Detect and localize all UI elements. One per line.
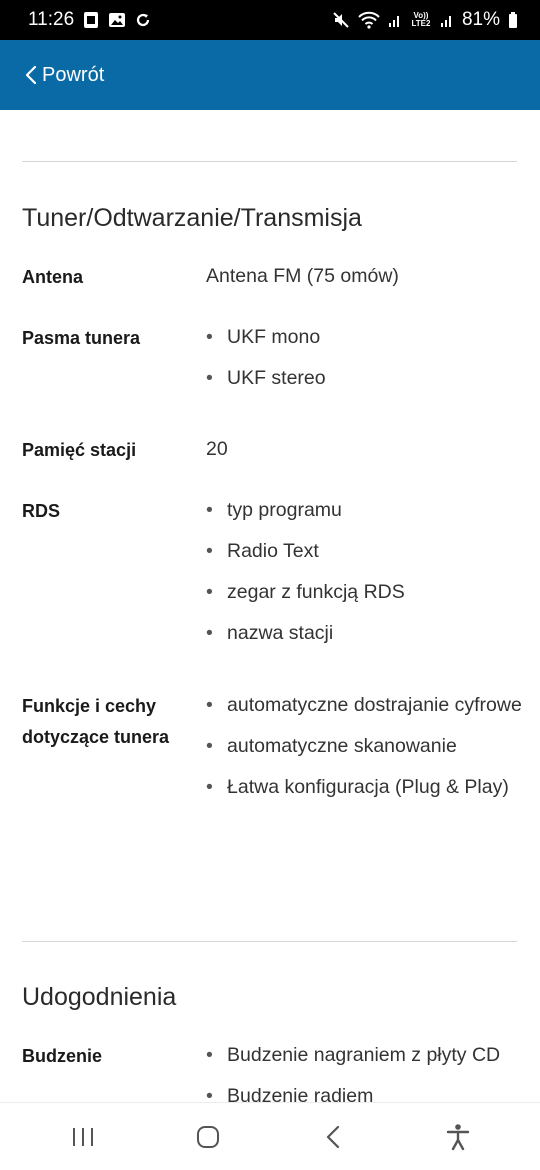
section-divider xyxy=(22,941,517,942)
status-bar xyxy=(0,0,540,40)
notification-app-icon xyxy=(82,11,100,29)
list-item: • UKF mono xyxy=(206,322,526,353)
accessibility-button[interactable] xyxy=(428,1112,488,1162)
nav-back-button[interactable] xyxy=(303,1112,363,1162)
spec-label: Pasma tunera xyxy=(22,328,141,348)
gallery-icon xyxy=(108,11,126,29)
spec-value-list xyxy=(206,690,526,813)
list-item: • automatyczne skanowanie xyxy=(206,731,526,762)
sync-icon xyxy=(134,11,152,29)
battery-icon xyxy=(508,12,518,28)
list-item: • zegar z funkcją RDS xyxy=(206,577,526,608)
recent-apps-icon xyxy=(70,1126,96,1148)
app-bar xyxy=(0,40,540,110)
system-nav-bar xyxy=(0,1102,540,1170)
spec-label: Pamięć stacji xyxy=(22,440,137,460)
signal-icon xyxy=(440,12,454,28)
spec-label: RDS xyxy=(22,501,61,521)
back-button[interactable] xyxy=(24,64,104,87)
spec-value-list xyxy=(206,495,526,659)
accessibility-icon xyxy=(445,1123,471,1151)
list-item: • Budzenie nagraniem z płyty CD xyxy=(206,1040,526,1071)
spec-content[interactable] xyxy=(0,110,540,1102)
spec-label: Antena xyxy=(22,267,84,287)
section-divider xyxy=(22,161,517,162)
list-item: • typ programu xyxy=(206,495,526,526)
list-item: • UKF stereo xyxy=(206,363,526,394)
signal-icon xyxy=(388,12,402,28)
status-time: 11:26 xyxy=(28,9,75,30)
spec-value: 20 xyxy=(206,438,228,460)
list-item: • Radio Text xyxy=(206,536,526,567)
section-title-tuner: Tuner/Odtwarzanie/Transmisja xyxy=(22,204,362,232)
back-icon xyxy=(324,1124,342,1150)
home-icon xyxy=(195,1124,221,1150)
spec-value: Antena FM (75 omów) xyxy=(206,265,399,287)
status-left xyxy=(28,9,152,31)
wifi-icon xyxy=(358,11,380,29)
spec-label: Budzenie xyxy=(22,1046,103,1066)
battery-percent: 81% xyxy=(461,9,500,30)
volte-label: Vo)) LTE2 xyxy=(411,11,431,28)
chevron-left-icon xyxy=(24,64,38,86)
list-item: • nazwa stacji xyxy=(206,618,526,649)
home-button[interactable] xyxy=(178,1112,238,1162)
list-item: • Łatwa konfiguracja (Plug & Play) xyxy=(206,772,526,803)
spec-value-list xyxy=(206,1040,526,1102)
back-button-label: Powrót xyxy=(42,63,105,86)
spec-value-list xyxy=(206,322,526,404)
status-right xyxy=(332,9,518,31)
list-item: • automatyczne dostrajanie cyfrowe xyxy=(206,690,526,721)
section-title-amenities: Udogodnienia xyxy=(22,983,177,1011)
list-item: • Budzenie radiem xyxy=(206,1081,526,1102)
recent-apps-button[interactable] xyxy=(53,1112,113,1162)
mute-icon xyxy=(332,11,350,29)
spec-label: Funkcje i cechy dotyczące tunera xyxy=(22,696,170,747)
